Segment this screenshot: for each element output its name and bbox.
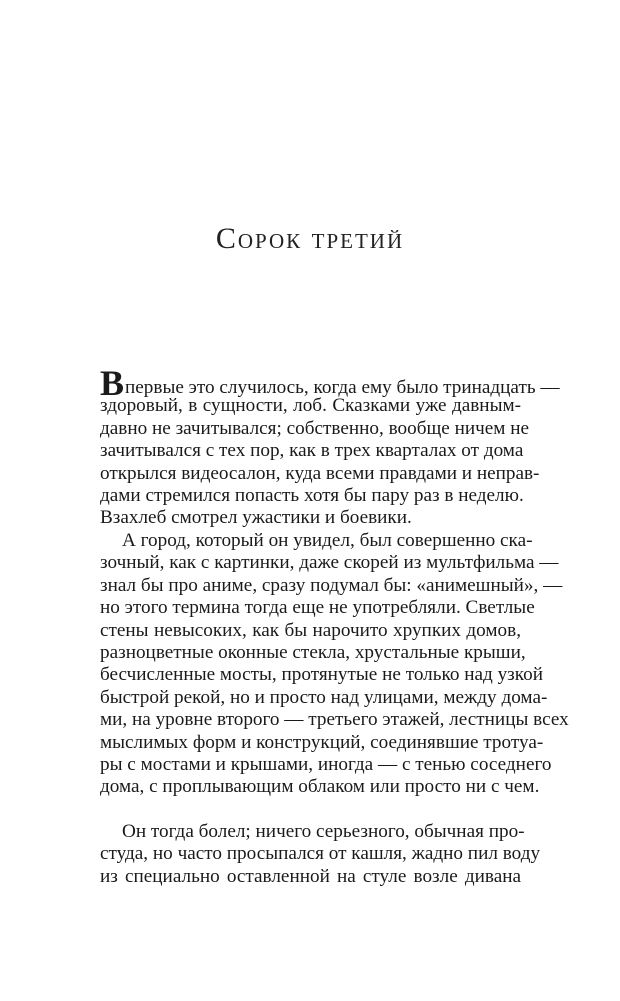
- paragraph-2: [100, 530, 569, 799]
- paragraph-1: [100, 363, 560, 530]
- text-line: стены невысоких, как бы нарочито хрупких домов,: [100, 619, 521, 641]
- text-line: ми, на уровне второго — третьего этажей, лестницы всех: [100, 709, 569, 731]
- text-line: [100, 363, 560, 403]
- text-line: зачитывался с тех пор, как в трех кварталах от дома: [100, 440, 524, 462]
- text-line: из специально оставленной на стуле возле дивана: [100, 865, 521, 887]
- text-line: давно не зачитывался; собственно, вообще ничем не: [100, 417, 529, 439]
- text-line: ры с мостами и крышами, иногда — с тенью соседнего: [100, 753, 552, 775]
- text-line-content: первые это случилось, когда ему было тринадцать —: [125, 377, 560, 398]
- text-line: дами стремился попасть хотя бы пару раз в неделю.: [100, 484, 524, 506]
- text-line: Взахлеб смотрел ужастики и боевики.: [100, 507, 412, 529]
- text-line: мыслимых форм и конструкций, соединявшие тротуа-: [100, 731, 544, 753]
- chapter-title: Сорок третий: [215, 222, 405, 255]
- text-line: открылся видеосалон, куда всеми правдами и неправ-: [100, 462, 540, 484]
- text-line: дома, с проплывающим облаком или просто ни с чем.: [100, 776, 540, 798]
- text-line: Он тогда болел; ничего серьезного, обычная про-: [122, 821, 525, 842]
- text-line: А город, который он увидел, был совершенно ска-: [122, 530, 533, 551]
- drop-cap: В: [100, 363, 125, 403]
- paragraph-3: [100, 821, 541, 888]
- text-line: здоровый, в сущности, лоб. Сказками уже давным-: [100, 395, 521, 417]
- text-line: зочный, как с картинки, даже скорей из мультфильма —: [100, 552, 559, 574]
- text-line: знал бы про аниме, сразу подумал бы: «анимешный», —: [100, 574, 563, 596]
- text-line: быстрой рекой, но и просто над улицами, между дома-: [100, 686, 548, 708]
- text-line: студа, но часто просыпался от кашля, жадно пил воду: [100, 843, 541, 865]
- text-line: разноцветные оконные стекла, хрустальные крыши,: [100, 641, 526, 663]
- text-line: бесчисленные мосты, протянутые не только над узкой: [100, 664, 543, 686]
- text-line: но этого термина тогда еще не употребляли. Светлые: [100, 597, 535, 619]
